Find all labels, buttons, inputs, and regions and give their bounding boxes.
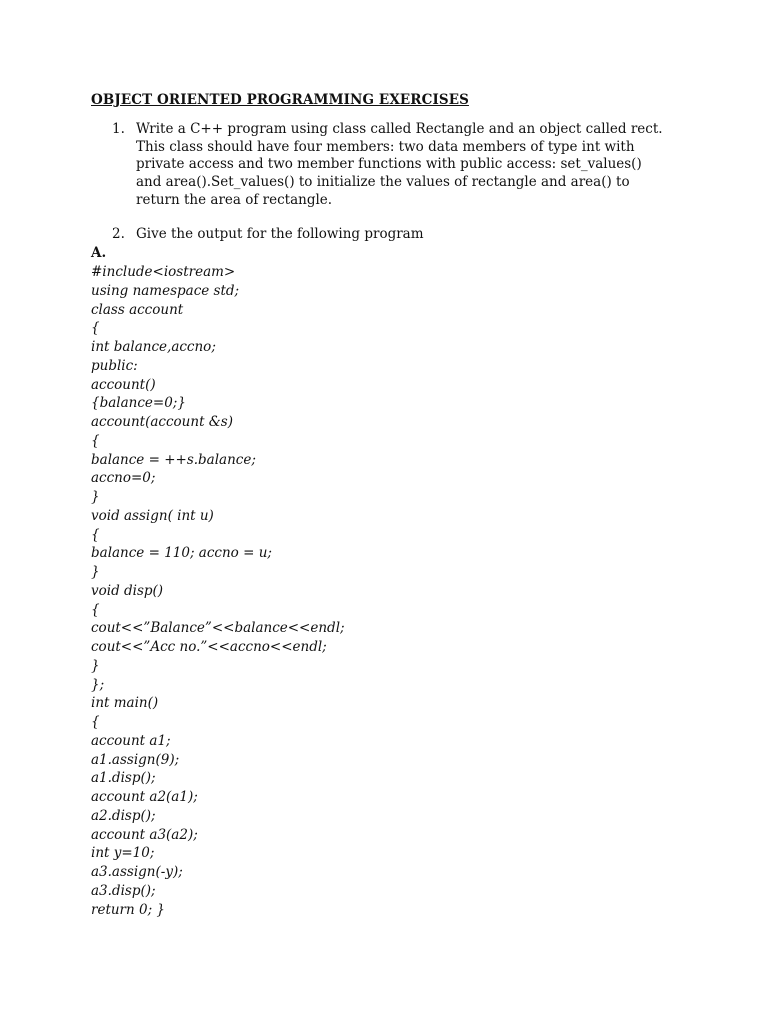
code-line: account a3(a2); <box>91 826 198 843</box>
code-line: a1.disp(); <box>91 770 156 787</box>
code-line: int y=10; <box>91 845 155 862</box>
code-line: } <box>91 564 100 580</box>
code-line: a2.disp(); <box>91 807 156 824</box>
code-line: void disp() <box>91 582 164 599</box>
code-line: {balance=0;} <box>91 395 186 412</box>
code-line: a1.assign(9); <box>91 751 180 768</box>
code-line: account a2(a1); <box>91 789 198 805</box>
code-line: account() <box>91 376 156 393</box>
document-title: OBJECT ORIENTED PROGRAMMING EXERCISES <box>91 92 469 108</box>
code-line: return 0; } <box>91 901 166 918</box>
question-number: 1. <box>112 121 125 137</box>
code-line: void assign( int u) <box>91 507 214 524</box>
code-line: #include<iostream> <box>91 264 236 280</box>
code-line: class account <box>91 301 184 318</box>
code-listing <box>91 263 345 919</box>
code-line: using namespace std; <box>91 282 240 299</box>
question-text <box>136 121 666 210</box>
code-line: { <box>91 526 100 543</box>
question-text-line: private access and two member functions with public access: set_values() <box>136 156 642 173</box>
code-line: int main() <box>91 695 159 712</box>
code-line: accno=0; <box>91 470 156 487</box>
code-line: { <box>91 601 100 618</box>
code-line: int balance,accno; <box>91 339 216 355</box>
code-line: cout<<”Acc no.”<<accno<<endl; <box>91 639 327 655</box>
question-text <box>136 226 666 244</box>
part-label: A. <box>91 245 107 261</box>
code-line: cout<<”Balance”<<balance<<endl; <box>91 620 345 637</box>
code-line: { <box>91 714 100 730</box>
question-text-line: and area().Set_values() to initialize the values of rectangle and area() to <box>136 174 630 191</box>
question-text-line: return the area of rectangle. <box>136 191 333 208</box>
code-line: a3.disp(); <box>91 882 156 899</box>
code-line: balance = 110; accno = u; <box>91 545 272 562</box>
question-text-line: Write a C++ program using class called Rectangle and an object called rect. <box>136 121 663 137</box>
code-line: }; <box>91 676 105 693</box>
code-line: { <box>91 320 100 337</box>
question-text-line: Give the output for the following program <box>136 226 424 242</box>
code-line: account a1; <box>91 732 171 749</box>
code-line: { <box>91 432 100 449</box>
code-line: } <box>91 657 100 674</box>
question-text-line: This class should have four members: two data members of type int with <box>136 138 635 155</box>
code-line: public: <box>91 357 138 374</box>
code-line: account(account &s) <box>91 414 233 430</box>
code-line: } <box>91 489 100 505</box>
code-line: a3.assign(-y); <box>91 864 183 880</box>
code-line: balance = ++s.balance; <box>91 451 256 468</box>
question-number: 2. <box>112 226 125 242</box>
